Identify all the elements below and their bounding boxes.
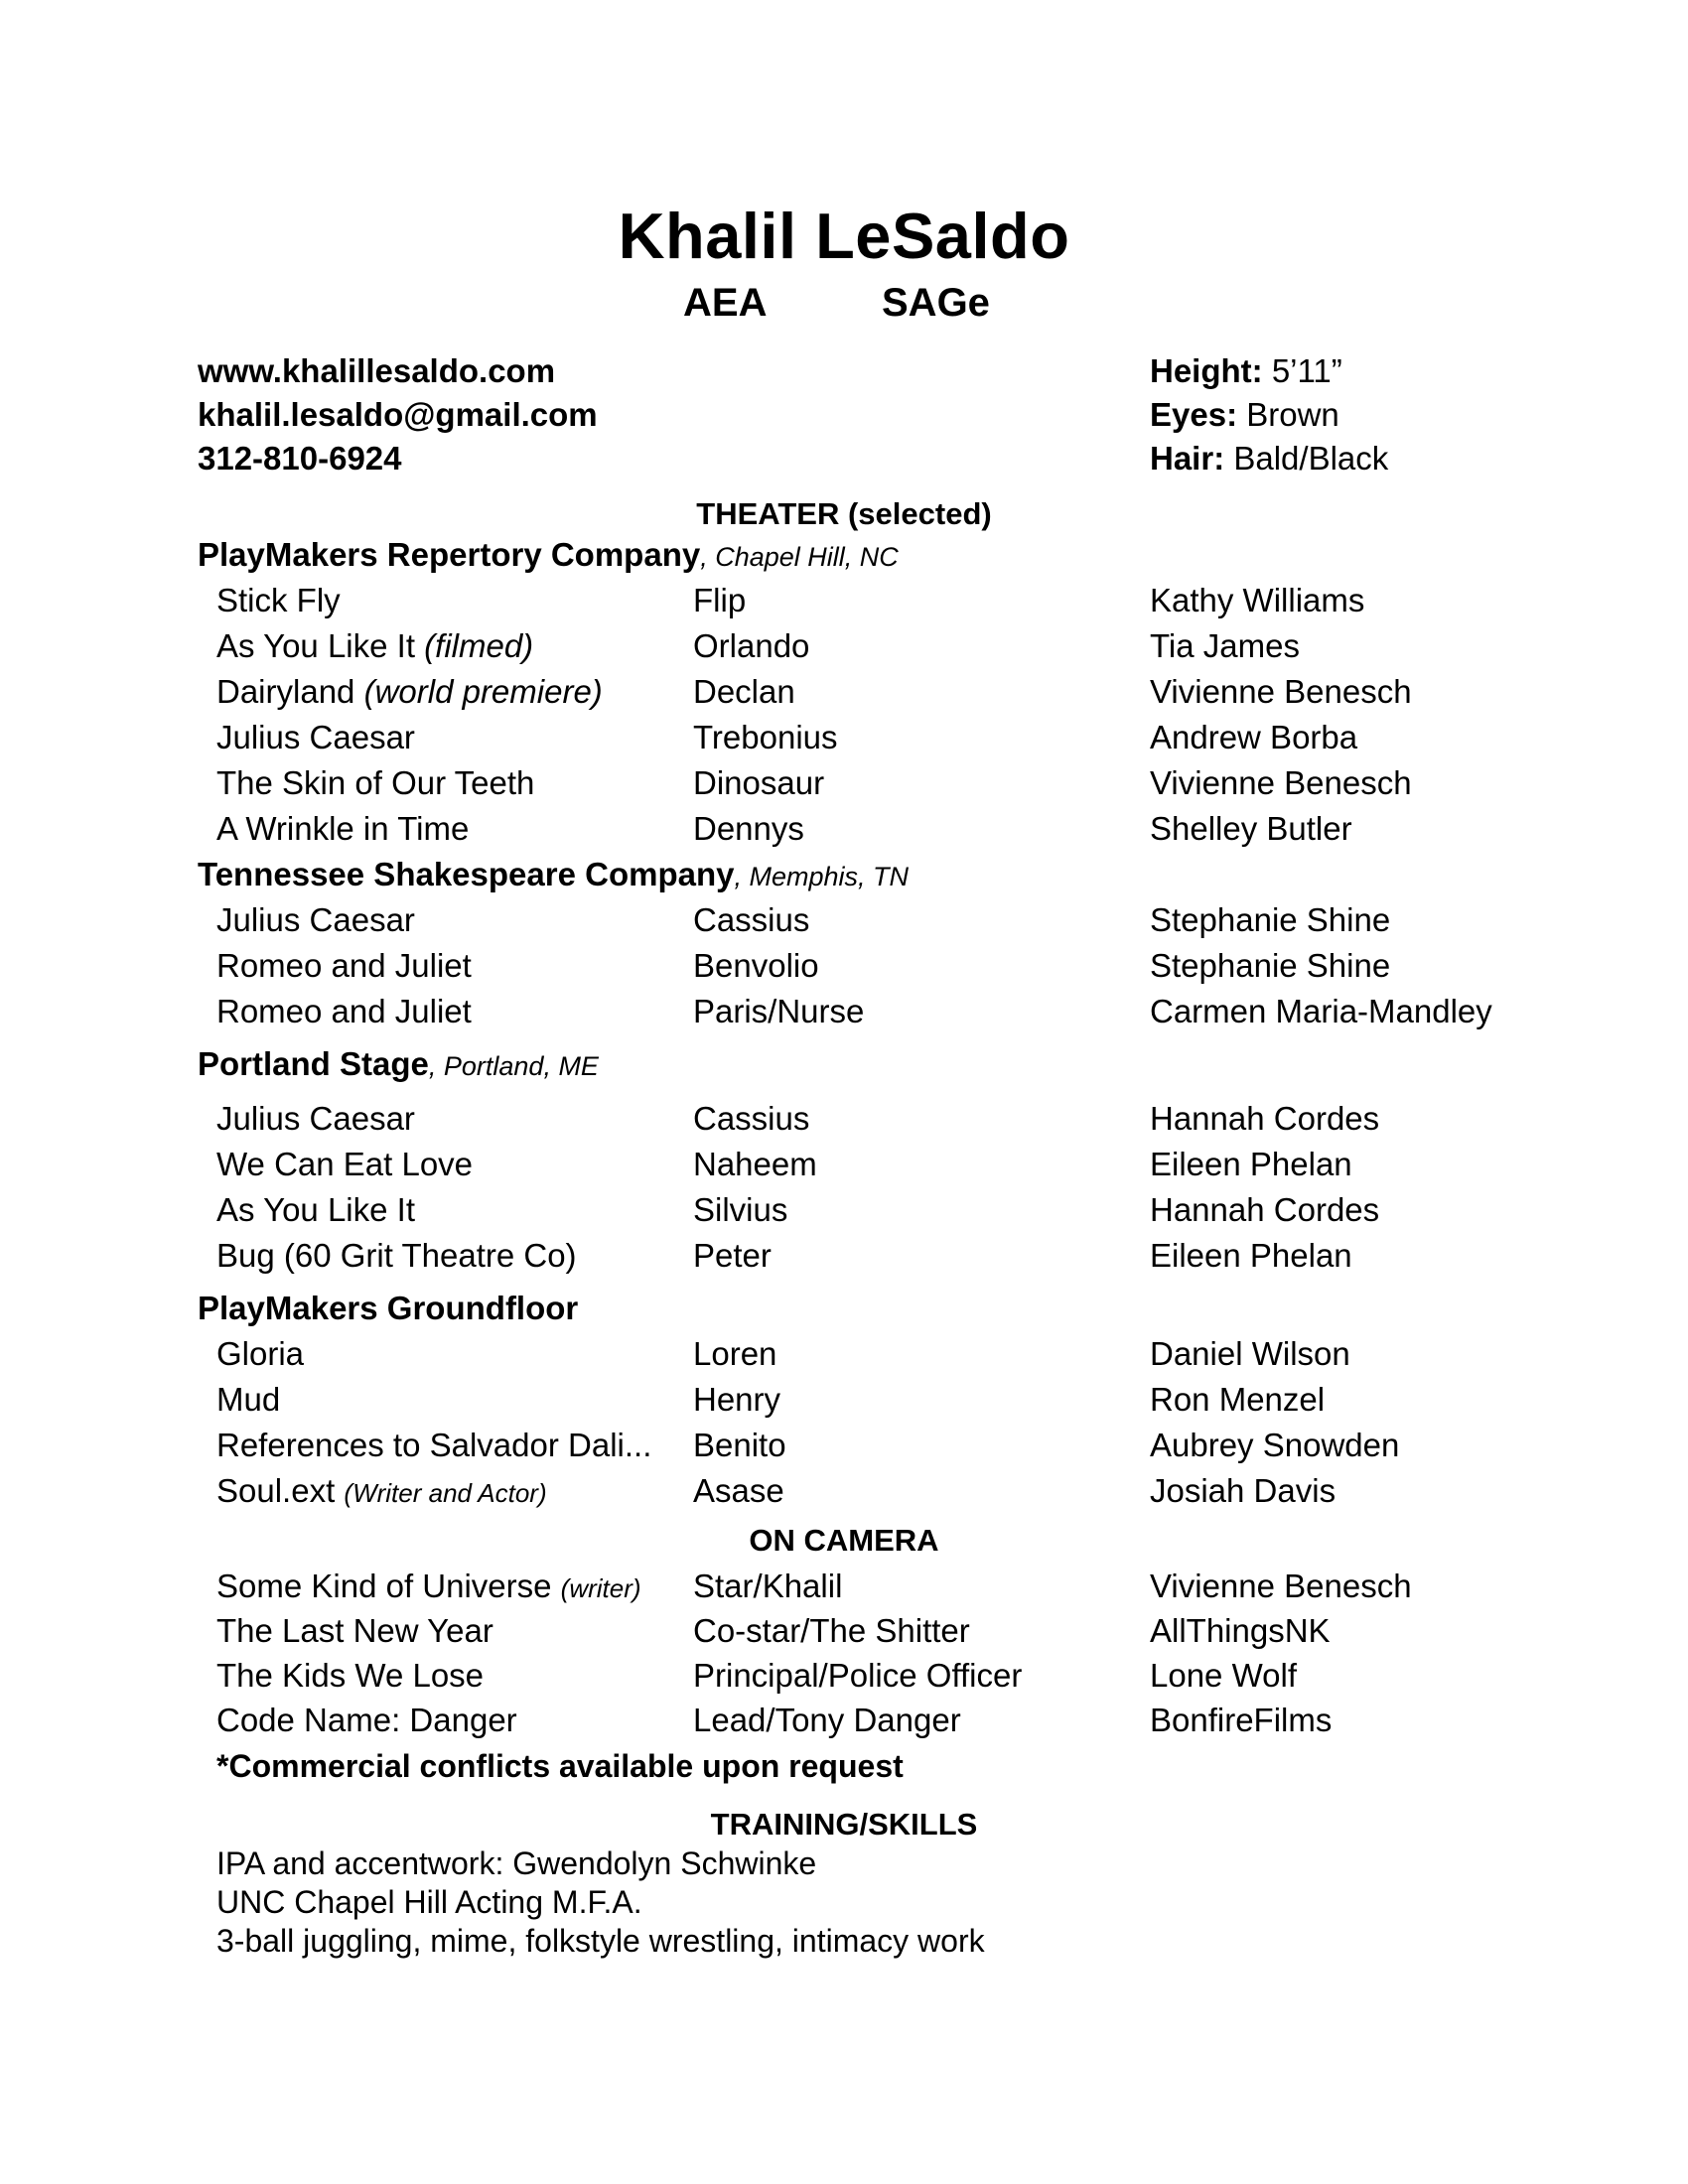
- role: Dinosaur: [693, 764, 825, 801]
- director: Stephanie Shine: [1150, 901, 1391, 938]
- credit-row: [0, 1702, 1688, 1745]
- show-title: The Kids We Lose: [216, 1657, 485, 1694]
- director: Shelley Butler: [1150, 810, 1352, 847]
- role: Loren: [693, 1335, 777, 1372]
- training-list: [216, 1844, 985, 1961]
- credit-row: [0, 673, 1688, 717]
- role: Flip: [693, 582, 747, 618]
- role: Asase: [693, 1472, 784, 1509]
- show-title: Some Kind of Universe (writer): [216, 1568, 641, 1604]
- director: Aubrey Snowden: [1150, 1427, 1400, 1463]
- show-title: Soul.ext (Writer and Actor): [216, 1472, 547, 1509]
- eyes-stat: Eyes: Brown: [1150, 396, 1339, 433]
- director: Hannah Cordes: [1150, 1191, 1380, 1228]
- director: Stephanie Shine: [1150, 947, 1391, 984]
- credit-row: [0, 993, 1688, 1036]
- show-title: Bug (60 Grit Theatre Co): [216, 1237, 577, 1274]
- director: BonfireFilms: [1150, 1702, 1333, 1738]
- physical-stats: [1150, 349, 1388, 480]
- director: AllThingsNK: [1150, 1612, 1331, 1649]
- director: Eileen Phelan: [1150, 1146, 1352, 1182]
- director: Andrew Borba: [1150, 719, 1358, 755]
- show-title: Romeo and Juliet: [216, 947, 472, 984]
- credit-row: [0, 901, 1688, 945]
- director: Ron Menzel: [1150, 1381, 1326, 1418]
- credit-row: [0, 1568, 1688, 1611]
- credit-row: [0, 1612, 1688, 1656]
- director: Josiah Davis: [1150, 1472, 1336, 1509]
- role: Benvolio: [693, 947, 819, 984]
- show-title: As You Like It (filmed): [216, 627, 534, 664]
- credit-row: [0, 582, 1688, 625]
- role: Benito: [693, 1427, 786, 1463]
- actor-name: Khalil LeSaldo: [618, 200, 1070, 272]
- show-title: Julius Caesar: [216, 719, 415, 755]
- phone-number: 312-810-6924: [198, 440, 402, 477]
- director: Lone Wolf: [1150, 1657, 1297, 1694]
- role: Cassius: [693, 901, 810, 938]
- role: Trebonius: [693, 719, 838, 755]
- company-heading: PlayMakers Repertory Company, Chapel Hill, NC: [198, 536, 899, 573]
- director: Vivienne Benesch: [1150, 673, 1412, 710]
- credit-row: [0, 764, 1688, 808]
- show-title: We Can Eat Love: [216, 1146, 474, 1182]
- show-title: Code Name: Danger: [216, 1702, 517, 1738]
- role: Lead/Tony Danger: [693, 1702, 961, 1738]
- director: Carmen Maria-Mandley: [1150, 993, 1492, 1029]
- credit-row: [0, 1472, 1688, 1516]
- role: Star/Khalil: [693, 1568, 843, 1604]
- training-item: UNC Chapel Hill Acting M.F.A.: [216, 1884, 642, 1920]
- credit-row: [0, 1191, 1688, 1235]
- role: Peter: [693, 1237, 772, 1274]
- email-link[interactable]: khalil.lesaldo@gmail.com: [198, 396, 598, 433]
- role: Silvius: [693, 1191, 788, 1228]
- credit-row: [0, 1381, 1688, 1425]
- credit-row: [0, 1100, 1688, 1144]
- show-title: Romeo and Juliet: [216, 993, 472, 1029]
- company-heading: Portland Stage, Portland, ME: [198, 1045, 599, 1082]
- theater-section-title: THEATER (selected): [696, 496, 992, 531]
- credit-row: [0, 1335, 1688, 1379]
- show-title: Mud: [216, 1381, 281, 1418]
- director: Hannah Cordes: [1150, 1100, 1380, 1137]
- show-title: Stick Fly: [216, 582, 341, 618]
- show-title: Julius Caesar: [216, 901, 415, 938]
- director: Daniel Wilson: [1150, 1335, 1350, 1372]
- hair-stat: Hair: Bald/Black: [1150, 440, 1389, 477]
- credit-row: [0, 1146, 1688, 1189]
- role: Henry: [693, 1381, 781, 1418]
- role: Orlando: [693, 627, 810, 664]
- director: Tia James: [1150, 627, 1300, 664]
- training-item: 3-ball juggling, mime, folkstyle wrestling, intimacy work: [216, 1923, 985, 1959]
- role: Naheem: [693, 1146, 817, 1182]
- director: Kathy Williams: [1150, 582, 1365, 618]
- credit-row: [0, 947, 1688, 991]
- contact-info: [198, 349, 598, 480]
- role: Paris/Nurse: [693, 993, 865, 1029]
- director: Vivienne Benesch: [1150, 1568, 1412, 1604]
- role: Dennys: [693, 810, 804, 847]
- company-heading: Tennessee Shakespeare Company, Memphis, TN: [198, 856, 910, 892]
- height-stat: Height: 5’11”: [1150, 352, 1342, 389]
- credit-row: [0, 627, 1688, 671]
- show-title: A Wrinkle in Time: [216, 810, 470, 847]
- credit-row: [0, 1237, 1688, 1281]
- commercial-conflicts-note: *Commercial conflicts available upon request: [216, 1748, 904, 1784]
- director: Eileen Phelan: [1150, 1237, 1352, 1274]
- role: Cassius: [693, 1100, 810, 1137]
- training-section-title: TRAINING/SKILLS: [710, 1807, 978, 1842]
- role: Principal/Police Officer: [693, 1657, 1023, 1694]
- company-heading: PlayMakers Groundfloor: [198, 1290, 579, 1326]
- director: Vivienne Benesch: [1150, 764, 1412, 801]
- credit-row: [0, 719, 1688, 762]
- show-title: Gloria: [216, 1335, 305, 1372]
- show-title: The Skin of Our Teeth: [216, 764, 535, 801]
- website-link[interactable]: www.khalillesaldo.com: [198, 352, 556, 389]
- show-title: The Last New Year: [216, 1612, 493, 1649]
- union-aea: AEA: [683, 281, 768, 325]
- union-sage: SAGe: [882, 281, 990, 325]
- show-title: As You Like It: [216, 1191, 415, 1228]
- credit-row: [0, 1427, 1688, 1470]
- show-title: Julius Caesar: [216, 1100, 415, 1137]
- show-title: Dairyland (world premiere): [216, 673, 603, 710]
- training-item: IPA and accentwork: Gwendolyn Schwinke: [216, 1845, 817, 1881]
- on-camera-section-title: ON CAMERA: [749, 1523, 939, 1558]
- role: Declan: [693, 673, 795, 710]
- role: Co-star/The Shitter: [693, 1612, 970, 1649]
- show-title: References to Salvador Dali...: [216, 1427, 652, 1463]
- credit-row: [0, 1657, 1688, 1701]
- credit-row: [0, 810, 1688, 854]
